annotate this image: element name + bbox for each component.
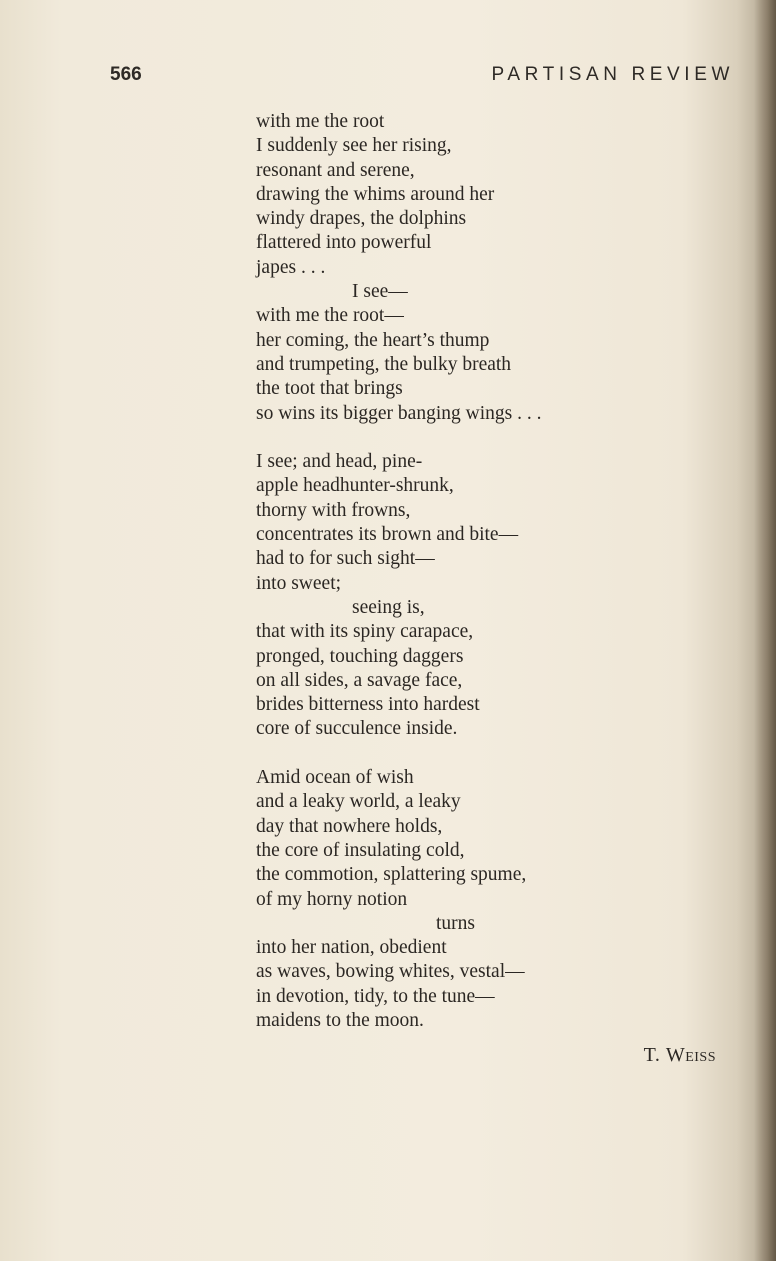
poem-line: I see; and head, pine-: [256, 451, 423, 473]
poem-line: thorny with frowns,: [256, 499, 411, 521]
poem-line: as waves, bowing whites, vestal—: [256, 961, 525, 983]
poem-line: pronged, touching daggers: [256, 645, 464, 667]
poem-line: drawing the whims around her: [256, 183, 495, 205]
stanza-break: [256, 742, 696, 766]
poem-line: Amid ocean of wish: [256, 767, 414, 789]
poem-line: with me the root—: [256, 305, 404, 327]
poem-line: had to for such sight—: [256, 548, 435, 570]
poem-line: and a leaky world, a leaky: [256, 791, 461, 813]
poem-line: on all sides, a savage face,: [256, 669, 463, 691]
poem-line: brides bitterness into hardest: [256, 694, 480, 716]
author-initial: T.: [643, 1044, 661, 1066]
poem-line: core of succulence inside.: [256, 718, 458, 740]
spine-shadow: [754, 0, 776, 1261]
poem-line: I see—: [352, 281, 408, 303]
poem-line: apple headhunter-shrunk,: [256, 475, 454, 497]
poem: [256, 110, 696, 1033]
poem-line: concentrates its brown and bite—: [256, 524, 519, 546]
poem-line: day that nowhere holds,: [256, 815, 443, 837]
poem-line: and trumpeting, the bulky breath: [256, 353, 512, 375]
poem-line: with me the root: [256, 111, 385, 132]
stanza-break: [256, 426, 696, 450]
poem-line: resonant and serene,: [256, 159, 415, 181]
poem-line: into sweet;: [256, 572, 342, 594]
poem-line: turns: [436, 912, 475, 934]
page-number: 566: [110, 64, 142, 85]
author-surname: Weiss: [665, 1044, 716, 1066]
poem-line: in devotion, tidy, to the tune—: [256, 985, 495, 1007]
author-signature: [644, 1044, 716, 1067]
poem-line: maidens to the moon.: [256, 1009, 424, 1031]
running-head: PARTISAN REVIEW: [491, 64, 734, 85]
poem-line: I suddenly see her rising,: [256, 135, 452, 157]
poem-line: japes . . .: [256, 256, 326, 278]
poem-line: seeing is,: [352, 596, 425, 618]
poem-line: her coming, the heart’s thump: [256, 329, 490, 351]
poem-line: flattered into powerful: [256, 232, 432, 254]
poem-line: windy drapes, the dolphins: [256, 208, 467, 230]
poem-line: into her nation, obedient: [256, 937, 447, 959]
poem-line: the core of insulating cold,: [256, 839, 465, 861]
poem-line: that with its spiny carapace,: [256, 621, 474, 643]
poem-line: so wins its bigger banging wings . . .: [256, 402, 542, 424]
poem-line: the toot that brings: [256, 378, 403, 400]
poem-line: of my horny notion: [256, 888, 408, 910]
poem-line: the commotion, splattering spume,: [256, 864, 527, 886]
